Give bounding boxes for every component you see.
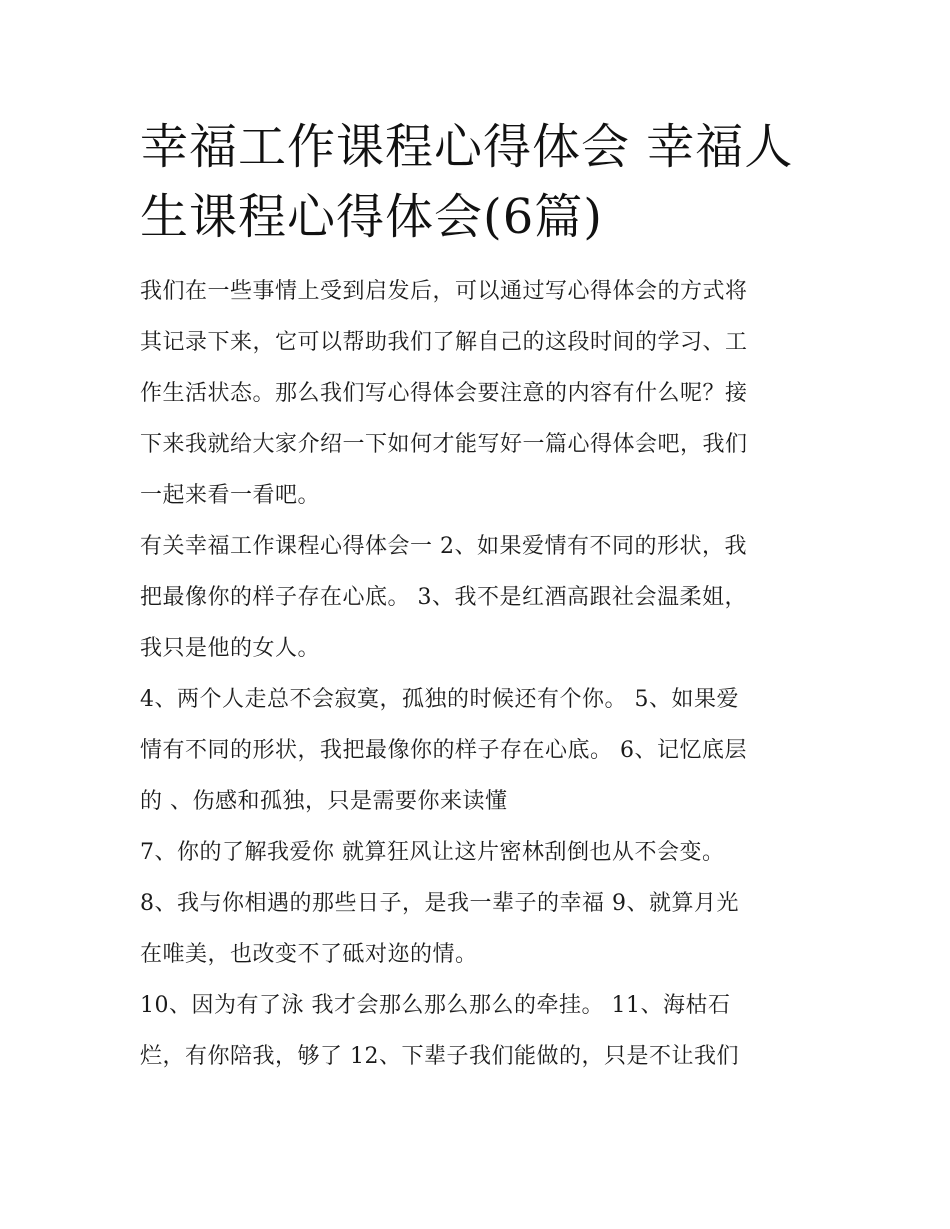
body-paragraph xyxy=(140,674,820,827)
text-line: 我们在一些事情上受到启发后，可以通过写心得体会的方式将 xyxy=(140,279,748,304)
document-title xyxy=(140,112,820,252)
text-line: 有关幸福工作课程心得体会一 2、如果爱情有不同的形状，我 xyxy=(140,534,747,559)
text-line: 烂，有你陪我，够了 12、下辈子我们能做的，只是不让我们 xyxy=(140,1044,739,1069)
text-line: 一起来看一看吧。 xyxy=(140,483,321,508)
body-paragraph xyxy=(140,878,820,980)
body-paragraph xyxy=(140,521,820,674)
title-line: 幸福工作课程心得体会 幸福人 xyxy=(140,119,794,175)
text-line: 的 、伤感和孤独，只是需要你来读懂 xyxy=(140,789,508,814)
title-line: 生课程心得体会(6篇) xyxy=(140,189,603,245)
text-line: 10、因为有了泳 我才会那么那么那么的牵挂。 11、海枯石 xyxy=(140,993,731,1018)
intro-paragraph xyxy=(140,266,820,521)
text-line: 把最像你的样子存在心底。 3、我不是红酒高跟社会温柔姐， xyxy=(140,585,747,610)
text-line: 下来我就给大家介绍一下如何才能写好一篇心得体会吧，我们 xyxy=(140,432,748,457)
text-line: 作生活状态。那么我们写心得体会要注意的内容有什么呢？接 xyxy=(140,381,748,406)
text-line: 8、我与你相遇的那些日子，是我一辈子的幸福 9、就算月光 xyxy=(140,891,739,916)
body-paragraph xyxy=(140,980,820,1082)
body-paragraph xyxy=(140,827,820,878)
document-body xyxy=(140,112,820,1082)
text-line: 我只是他的女人。 xyxy=(140,636,321,661)
text-line: 4、两个人走总不会寂寞，孤独的时候还有个你。 5、如果爱 xyxy=(140,687,739,712)
text-line: 在唯美，也改变不了砥对迩的情。 xyxy=(140,942,478,967)
text-line: 其记录下来，它可以帮助我们了解自己的这段时间的学习、工 xyxy=(140,330,748,355)
text-line: 情有不同的形状，我把最像你的样子存在心底。 6、记忆底层 xyxy=(140,738,747,763)
text-line: 7、你的了解我爱你 就算狂风让这片密林刮倒也从不会变。 xyxy=(140,840,725,865)
